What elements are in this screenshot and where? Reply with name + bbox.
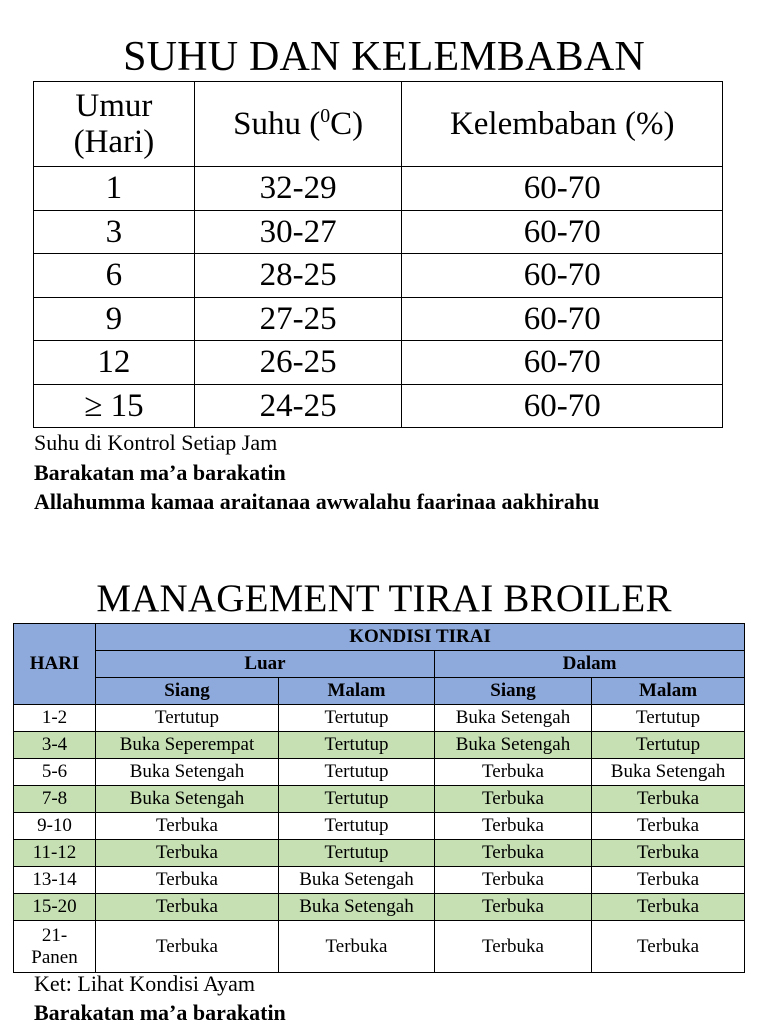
table-row (14, 813, 745, 840)
cell-hari: 13-14 (14, 867, 96, 894)
cell-kelembaban: 60-70 (402, 341, 723, 385)
cell-luar-malam: Tertutup (279, 705, 435, 732)
cell-luar-malam: Tertutup (279, 732, 435, 759)
cell-dalam-malam: Tertutup (592, 705, 745, 732)
cell-dalam-siang: Terbuka (435, 921, 592, 973)
cell-umur: 1 (34, 167, 195, 211)
cell-dalam-malam: Tertutup (592, 732, 745, 759)
header-luar: Luar (96, 651, 435, 678)
suhu-kelembaban-table (33, 81, 723, 428)
cell-kelembaban: 60-70 (402, 384, 723, 428)
tirai-title: MANAGEMENT TIRAI BROILER (96, 577, 672, 620)
cell-dalam-malam: Terbuka (592, 921, 745, 973)
table-header-row (34, 82, 723, 167)
cell-kelembaban: 60-70 (402, 297, 723, 341)
table-row (14, 840, 745, 867)
suhu-title: SUHU DAN KELEMBABAN (123, 34, 645, 80)
cell-kelembaban: 60-70 (402, 210, 723, 254)
bold-line-2: Allahumma kamaa araitanaa awwalahu faarinaa aakhirahu (34, 489, 600, 514)
cell-hari: 7-8 (14, 786, 96, 813)
cell-luar-malam: Tertutup (279, 840, 435, 867)
cell-luar-siang: Terbuka (96, 921, 279, 973)
tirai-bold-line: Barakatan ma’a barakatin (34, 1000, 286, 1025)
cell-suhu: 27-25 (194, 297, 402, 341)
header-suhu-suffix: C) (330, 106, 364, 142)
table-row (14, 759, 745, 786)
table-row (34, 297, 723, 341)
cell-luar-siang: Buka Setengah (96, 786, 279, 813)
cell-umur: 3 (34, 210, 195, 254)
cell-dalam-siang: Terbuka (435, 894, 592, 921)
cell-dalam-siang: Terbuka (435, 840, 592, 867)
cell-luar-siang: Terbuka (96, 867, 279, 894)
cell-dalam-siang: Terbuka (435, 813, 592, 840)
cell-umur: ≥ 15 (34, 384, 195, 428)
cell-luar-siang: Terbuka (96, 813, 279, 840)
header-dalam-malam: Malam (592, 678, 745, 705)
header-suhu-prefix: Suhu ( (233, 106, 321, 142)
cell-hari: 9-10 (14, 813, 96, 840)
cell-luar-siang: Buka Setengah (96, 759, 279, 786)
cell-hari: 11-12 (14, 840, 96, 867)
tirai-note: Ket: Lihat Kondisi Ayam (34, 971, 256, 996)
suhu-note: Suhu di Kontrol Setiap Jam (34, 430, 278, 455)
cell-hari (14, 921, 96, 973)
header-dalam-siang: Siang (435, 678, 592, 705)
cell-hari: 5-6 (14, 759, 96, 786)
cell-dalam-malam: Terbuka (592, 813, 745, 840)
header-luar-malam: Malam (279, 678, 435, 705)
header-hari: HARI (14, 624, 96, 705)
cell-dalam-siang: Buka Setengah (435, 705, 592, 732)
cell-luar-siang: Terbuka (96, 840, 279, 867)
cell-umur: 12 (34, 341, 195, 385)
bold-line-1: Barakatan ma’a barakatin (34, 460, 286, 485)
cell-kelembaban: 60-70 (402, 167, 723, 211)
header-dalam: Dalam (435, 651, 745, 678)
cell-hari-line2: Panen (31, 946, 78, 968)
cell-suhu: 24-25 (194, 384, 402, 428)
cell-luar-siang: Terbuka (96, 894, 279, 921)
cell-dalam-siang: Terbuka (435, 786, 592, 813)
table-row (34, 341, 723, 385)
tirai-header-row-1 (14, 624, 745, 651)
cell-kelembaban: 60-70 (402, 254, 723, 298)
cell-suhu: 28-25 (194, 254, 402, 298)
table-row (34, 210, 723, 254)
cell-dalam-malam: Terbuka (592, 894, 745, 921)
tirai-header-row-3 (14, 678, 745, 705)
table-row (14, 894, 745, 921)
cell-luar-siang: Tertutup (96, 705, 279, 732)
cell-dalam-malam: Terbuka (592, 786, 745, 813)
cell-luar-malam: Buka Setengah (279, 894, 435, 921)
cell-suhu: 30-27 (194, 210, 402, 254)
header-umur-line2: (Hari) (73, 124, 155, 160)
cell-hari-line1: 21- (41, 924, 68, 946)
cell-suhu: 32-29 (194, 167, 402, 211)
cell-umur: 9 (34, 297, 195, 341)
header-kondisi-tirai: KONDISI TIRAI (96, 624, 745, 651)
cell-dalam-siang: Terbuka (435, 867, 592, 894)
table-row (14, 732, 745, 759)
cell-luar-malam: Buka Setengah (279, 867, 435, 894)
header-umur (34, 82, 195, 167)
cell-dalam-malam: Terbuka (592, 867, 745, 894)
cell-luar-malam: Tertutup (279, 759, 435, 786)
cell-hari: 3-4 (14, 732, 96, 759)
header-suhu (194, 82, 402, 167)
cell-luar-malam: Terbuka (279, 921, 435, 973)
header-luar-siang: Siang (96, 678, 279, 705)
header-suhu-degree: 0 (320, 105, 331, 127)
header-umur-line1: Umur (75, 88, 153, 124)
table-row (14, 705, 745, 732)
cell-suhu: 26-25 (194, 341, 402, 385)
cell-luar-malam: Tertutup (279, 786, 435, 813)
cell-hari: 1-2 (14, 705, 96, 732)
table-row (34, 167, 723, 211)
table-row (34, 384, 723, 428)
table-row (34, 254, 723, 298)
table-row (14, 786, 745, 813)
cell-dalam-malam: Buka Setengah (592, 759, 745, 786)
table-row (14, 867, 745, 894)
header-kelembaban: Kelembaban (%) (402, 82, 723, 167)
cell-luar-malam: Tertutup (279, 813, 435, 840)
cell-dalam-siang: Buka Setengah (435, 732, 592, 759)
cell-luar-siang: Buka Seperempat (96, 732, 279, 759)
table-row (14, 921, 745, 973)
tirai-header-row-2 (14, 651, 745, 678)
cell-dalam-siang: Terbuka (435, 759, 592, 786)
tirai-table (13, 623, 745, 973)
cell-dalam-malam: Terbuka (592, 840, 745, 867)
cell-umur: 6 (34, 254, 195, 298)
cell-hari: 15-20 (14, 894, 96, 921)
